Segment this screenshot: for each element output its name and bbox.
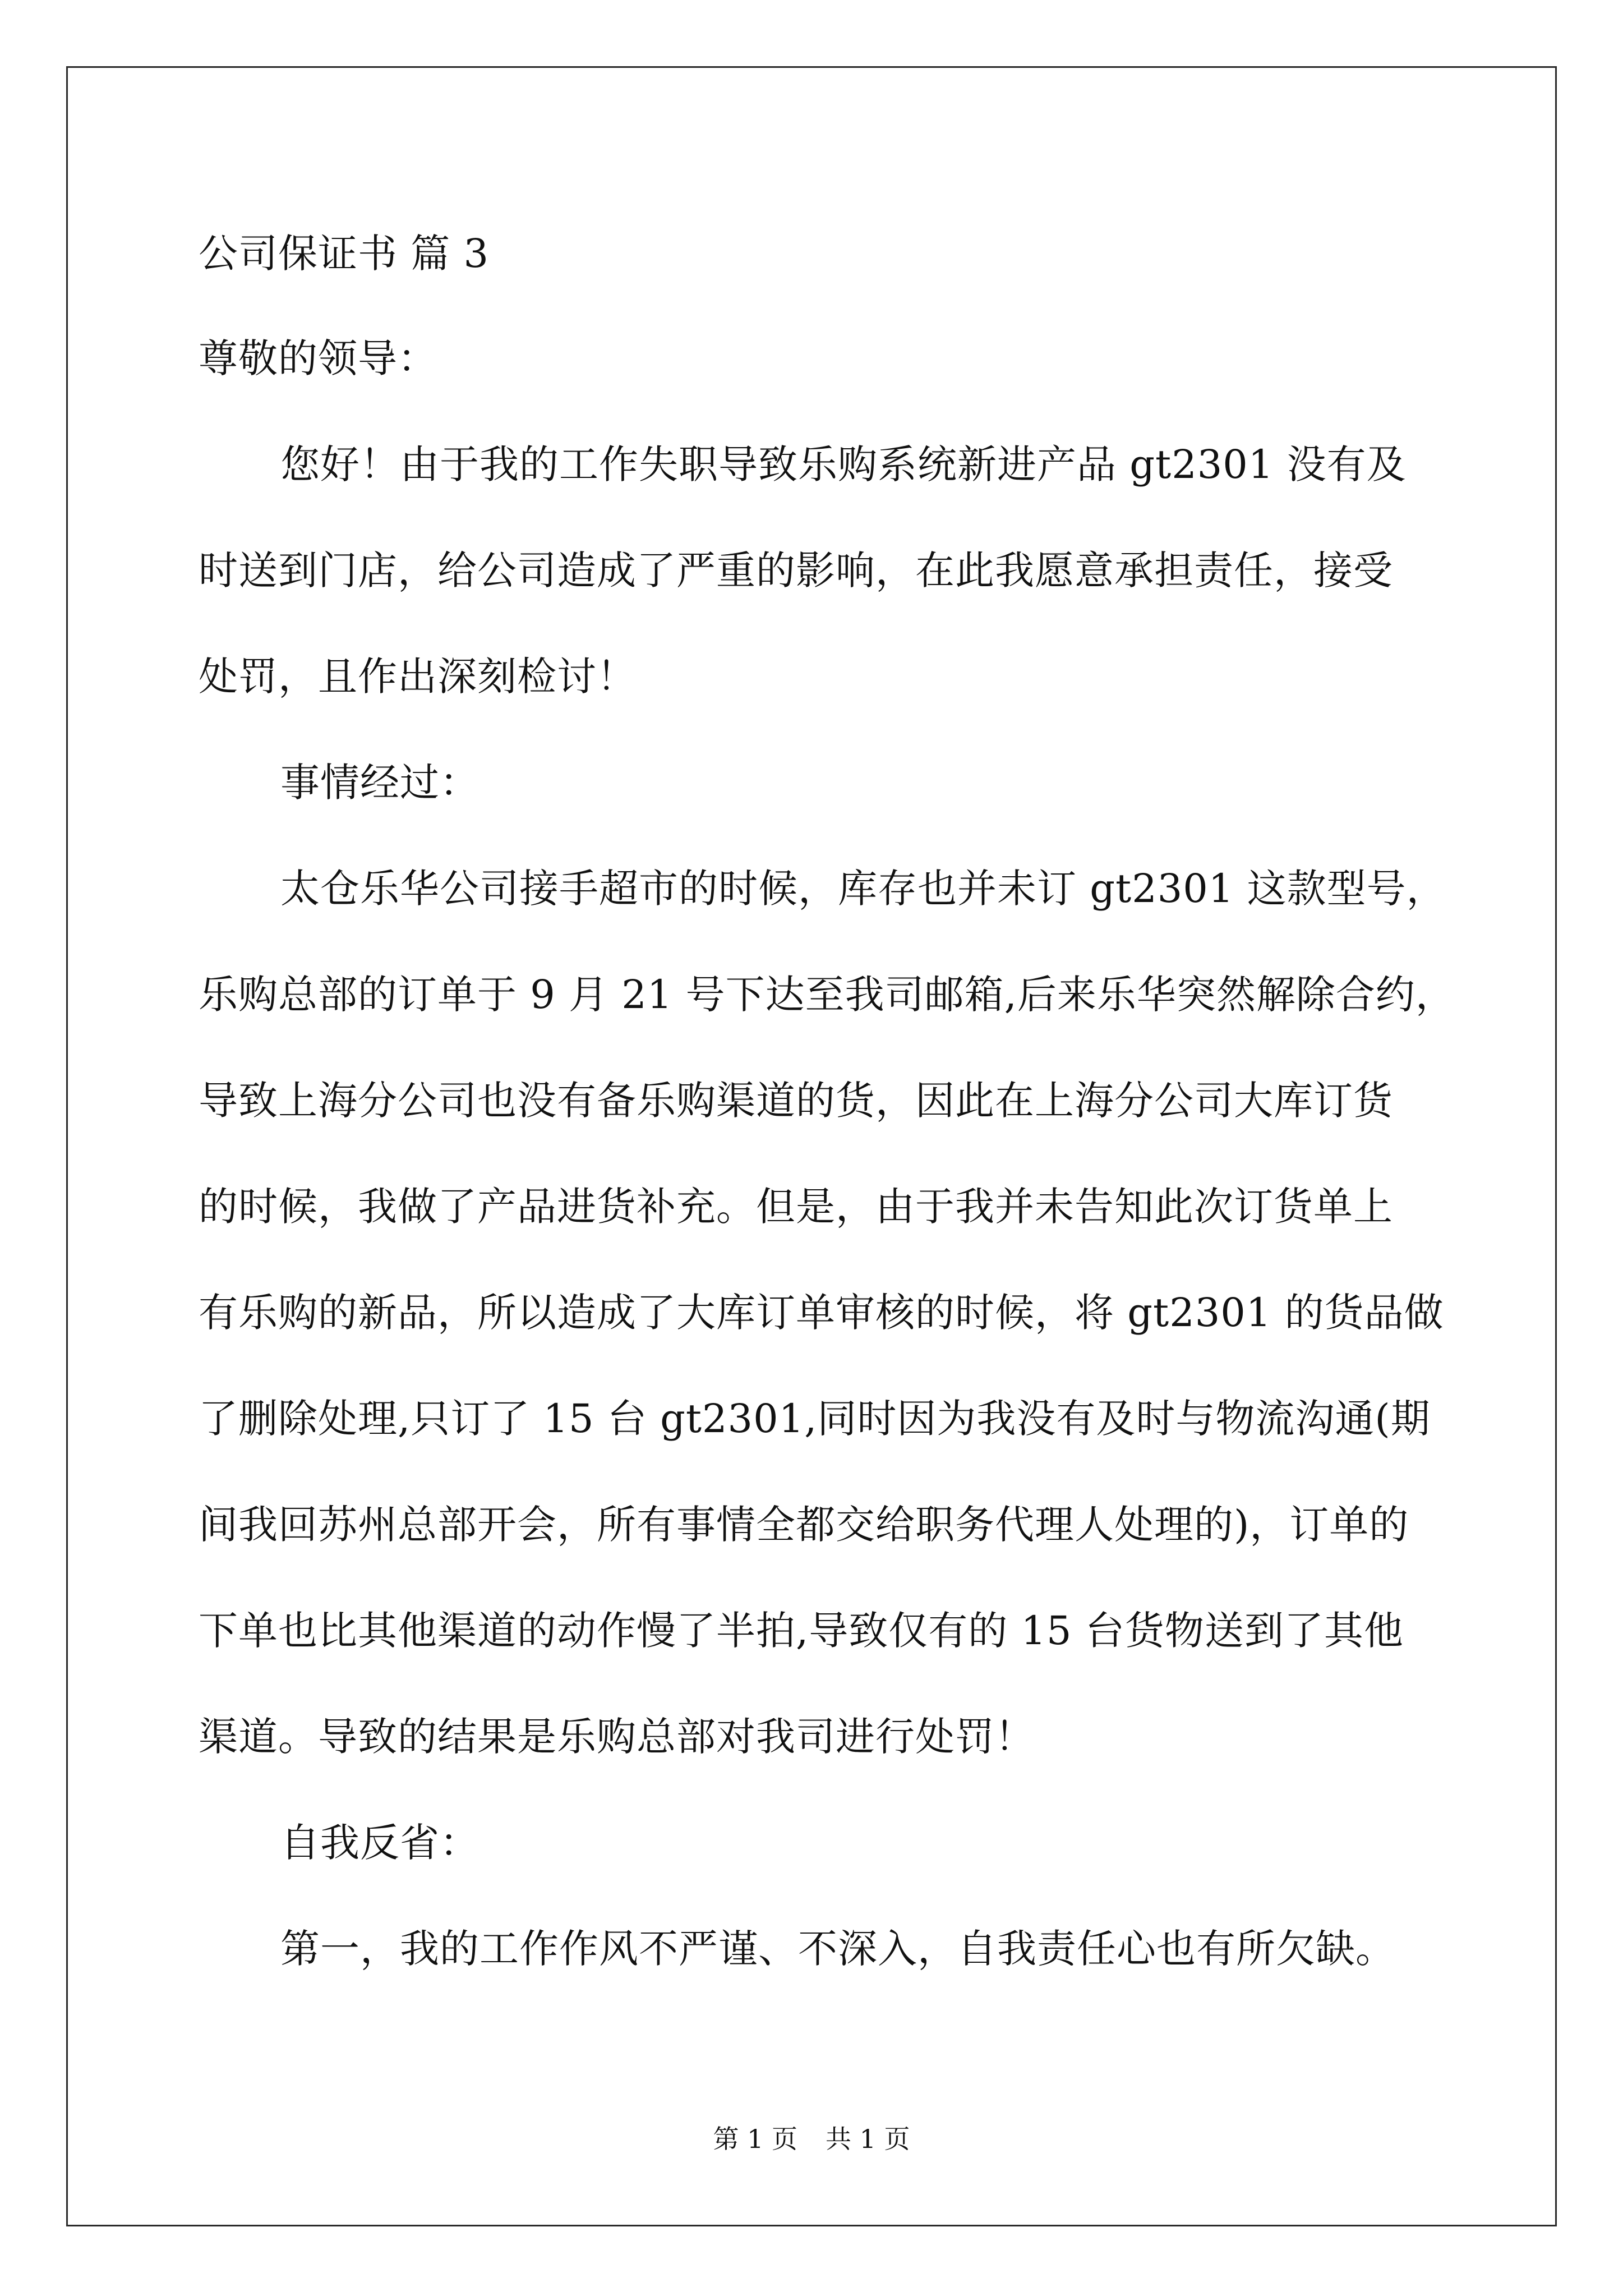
body-line: 下单也比其他渠道的动作慢了半拍,导致仅有的 15 台货物送到了其他 [199, 1608, 1404, 1654]
page-footer [0, 2126, 1623, 2152]
body-line: 了删除处理,只订了 15 台 gt2301,同时因为我没有及时与物流沟通(期 [199, 1396, 1431, 1442]
page-border [66, 66, 1557, 2226]
body-line: 时送到门店，给公司造成了严重的影响，在此我愿意承担责任，接受 [199, 547, 1393, 593]
salutation: 尊敬的领导： [199, 335, 437, 381]
body-line: 乐购总部的订单于 9 月 21 号下达至我司邮箱,后来乐华突然解除合约， [199, 972, 1455, 1018]
body-line: 有乐购的新品，所以造成了大库订单审核的时候，将 gt2301 的货品做 [199, 1290, 1444, 1336]
page-number: 第 1 页 [713, 2124, 797, 2154]
body-line: 第一，我的工作作风不严谨、不深入，自我责任心也有所欠缺。 [280, 1926, 1395, 1972]
document-title: 公司保证书 篇 3 [199, 231, 490, 277]
body-line: 的时候，我做了产品进货补充。但是，由于我并未告知此次订货单上 [199, 1184, 1393, 1230]
page-total: 共 1 页 [826, 2124, 910, 2154]
body-line: 导致上海分公司也没有备乐购渠道的货，因此在上海分公司大库订货 [199, 1078, 1393, 1124]
section-heading-reflection: 自我反省： [280, 1820, 479, 1866]
body-line: 您好！由于我的工作失职导致乐购系统新进产品 gt2301 没有及 [280, 441, 1407, 487]
body-line: 处罚，且作出深刻检讨！ [199, 654, 637, 700]
body-line: 太仓乐华公司接手超市的时候，库存也并未订 gt2301 这款型号， [280, 866, 1446, 912]
body-line: 间我回苏州总部开会，所有事情全都交给职务代理人处理的)，订单的 [199, 1502, 1409, 1548]
body-line: 渠道。导致的结果是乐购总部对我司进行处罚！ [199, 1714, 1035, 1760]
section-heading-events: 事情经过： [280, 760, 479, 806]
